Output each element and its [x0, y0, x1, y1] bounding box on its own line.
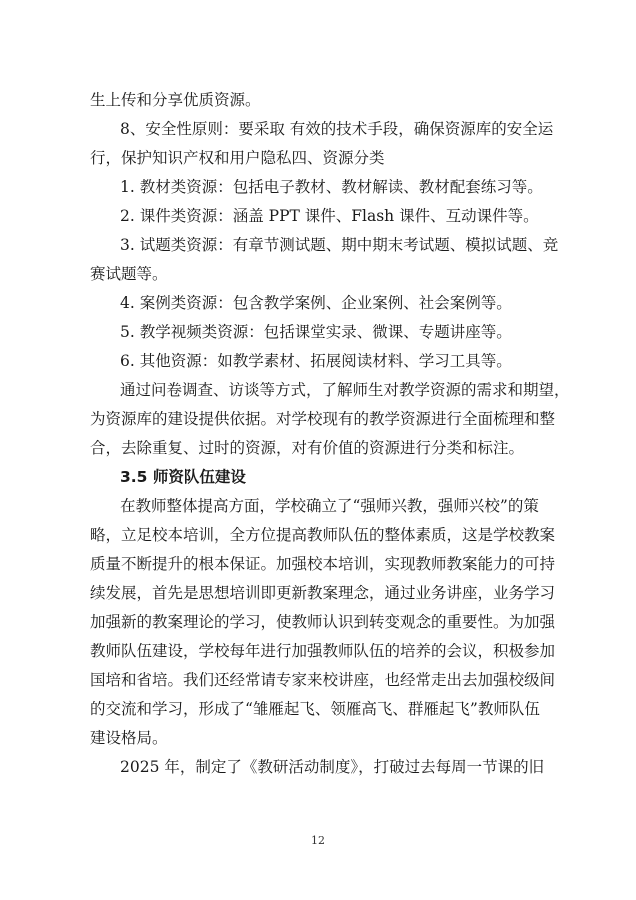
text-line: 建设格局。: [90, 729, 168, 747]
text-line: 续发展，首先是思想培训即更新教案理念，通过业务讲座，业务学习: [90, 584, 556, 602]
list-item: 2. 课件类资源：涵盖 PPT 课件、Flash 课件、互动课件等。: [120, 207, 539, 225]
section-heading: 3.5 师资队伍建设: [120, 468, 246, 486]
list-item: 4. 案例类资源：包含教学案例、企业案例、社会案例等。: [120, 294, 512, 312]
text-line: 略，立足校本培训，全方位提高教师队伍的整体素质，这是学校教案: [90, 526, 556, 544]
text-line: 的交流和学习，形成了“雏雁起飞、领雁高飞、群雁起飞”教师队伍: [90, 700, 540, 718]
list-item: 1. 教材类资源：包括电子教材、教材解读、教材配套练习等。: [120, 178, 543, 196]
text-line: 加强新的教案理论的学习，使教师认识到转变观念的重要性。为加强: [90, 613, 556, 631]
text-line: 质量不断提升的根本保证。加强校本培训，实现教师教案能力的可持: [90, 555, 556, 573]
text-line: 2025 年，制定了《教研活动制度》，打破过去每周一节课的旧: [120, 758, 545, 776]
text-line: 赛试题等。: [90, 265, 168, 283]
list-item: 5. 教学视频类资源：包括课堂实录、微课、专题讲座等。: [120, 323, 512, 341]
page-number: 12: [311, 834, 325, 847]
text-line: 教师队伍建设，学校每年进行加强教师队伍的培养的会议，积极参加: [90, 642, 556, 660]
text-line: 为资源库的建设提供依据。对学校现有的教学资源进行全面梳理和整: [90, 410, 556, 428]
list-item: 6. 其他资源：如教学素材、拓展阅读材料、学习工具等。: [120, 352, 512, 370]
text-line: 生上传和分享优质资源。: [90, 91, 261, 109]
text-line: 行，保护知识产权和用户隐私四、资源分类: [90, 149, 385, 167]
text-line: 国培和省培。我们还经常请专家来校讲座，也经常走出去加强校级间: [90, 671, 556, 689]
text-line: 在教师整体提高方面，学校确立了“强师兴教，强师兴校”的策: [120, 497, 539, 515]
text-line: 通过问卷调查、访谈等方式，了解师生对教学资源的需求和期望，: [120, 381, 570, 399]
text-line: 合，去除重复、过时的资源，对有价值的资源进行分类和标注。: [90, 439, 525, 457]
text-line: 8、安全性原则：要采取 有效的技术手段，确保资源库的安全运: [120, 120, 554, 138]
list-item: 3. 试题类资源：有章节测试题、期中期末考试题、模拟试题、竞: [120, 236, 559, 254]
